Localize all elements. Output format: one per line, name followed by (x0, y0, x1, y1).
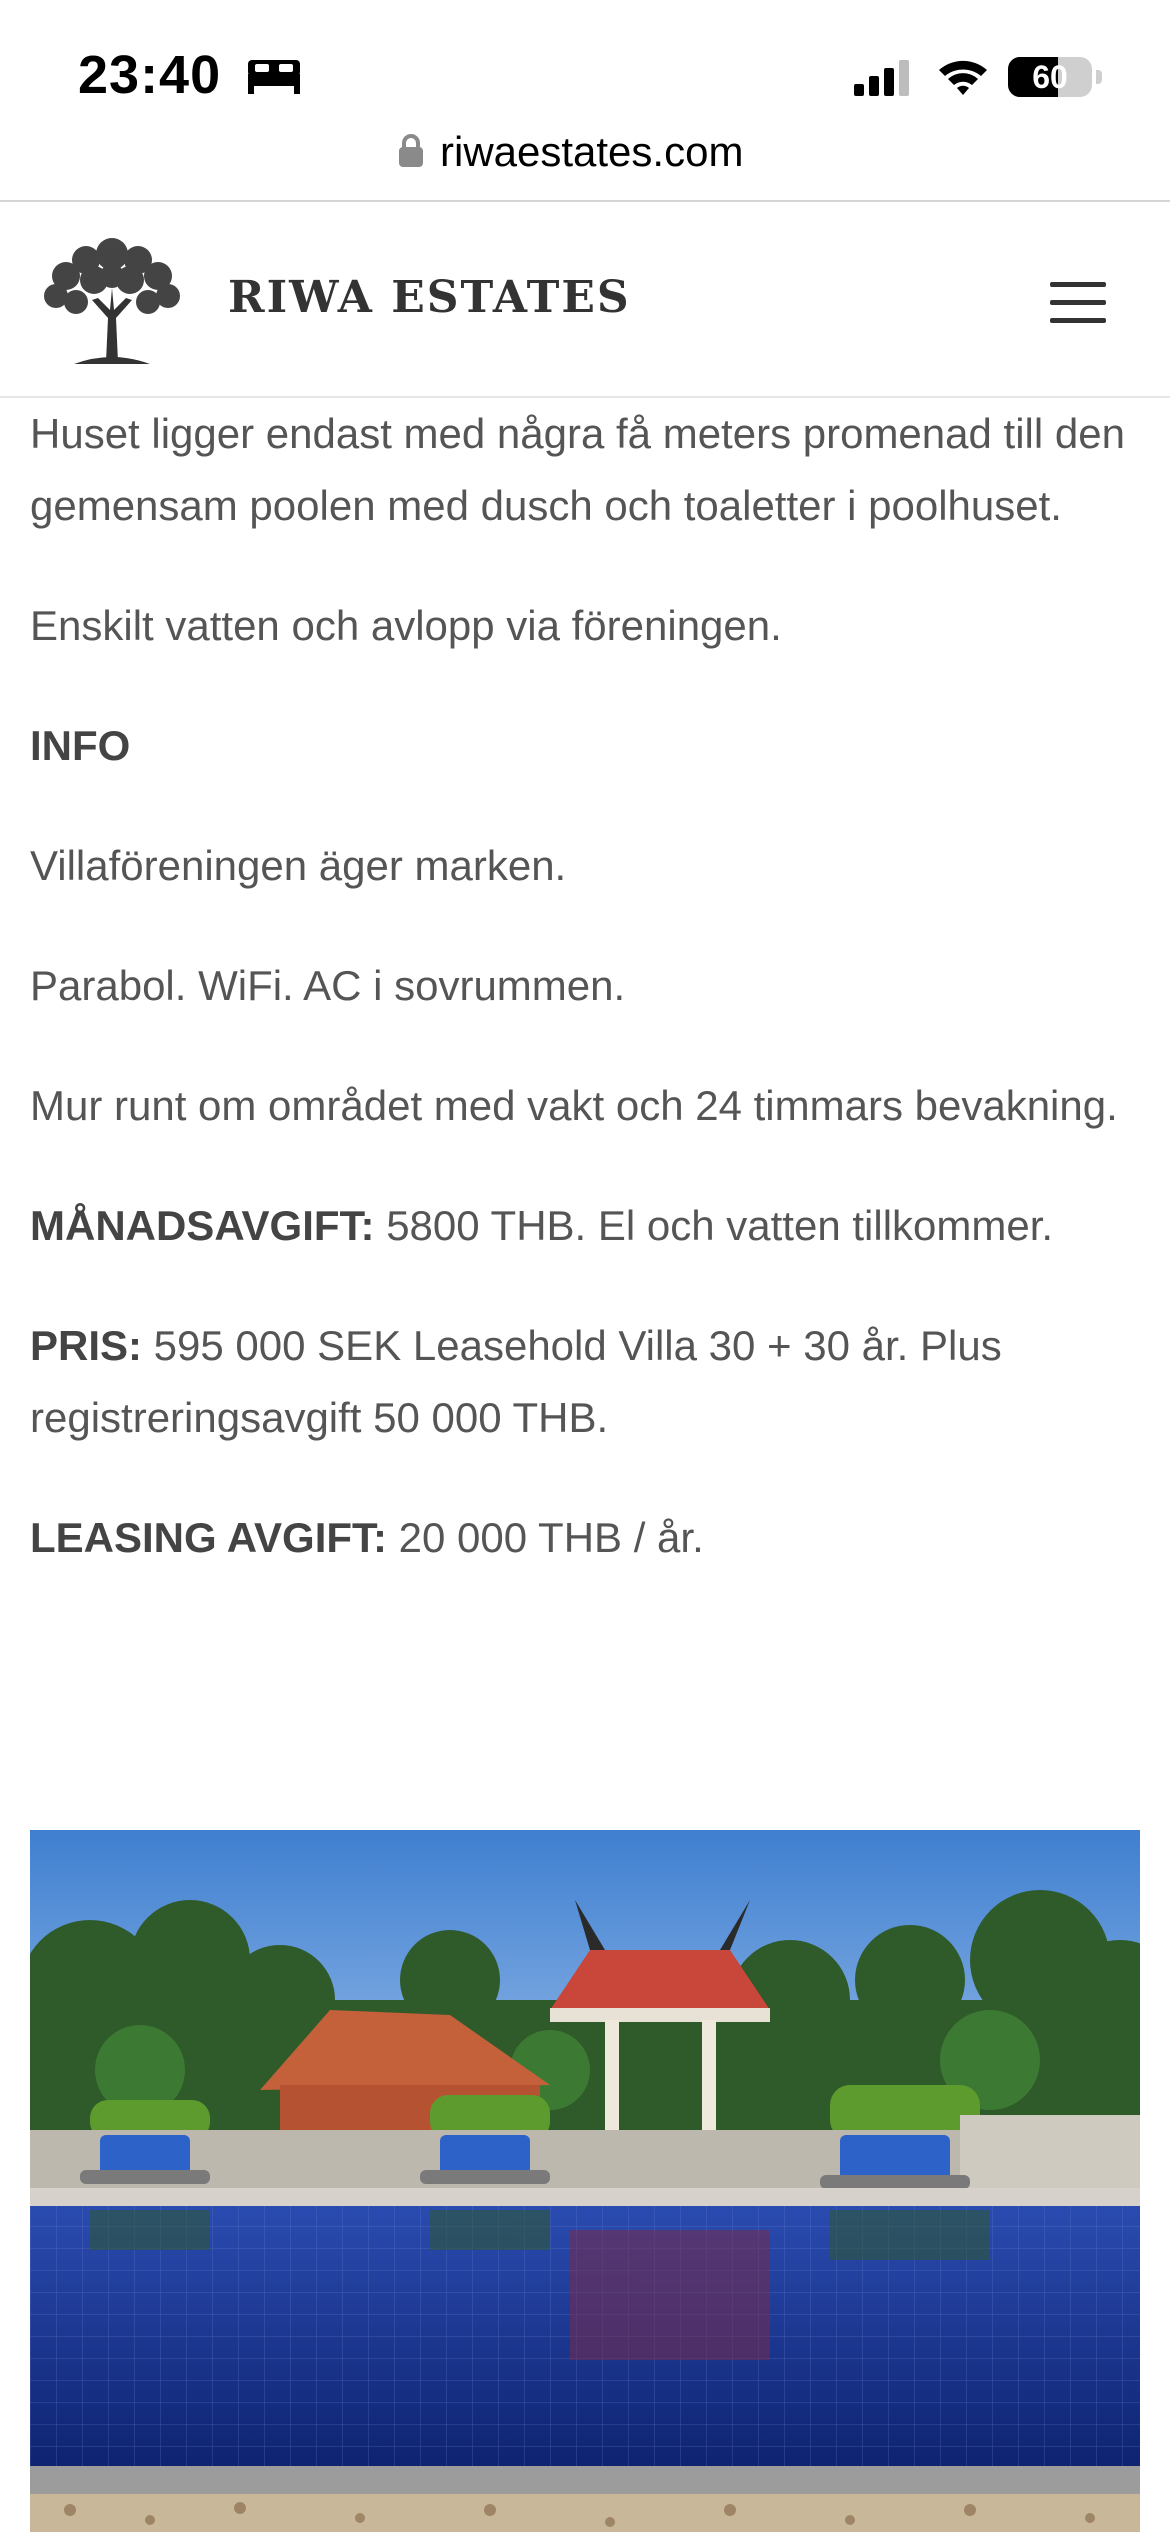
monthly-fee-text: 5800 THB. El och vatten tillkommer. (374, 1202, 1054, 1249)
battery-percent: 60 (1032, 59, 1068, 95)
battery-icon (1008, 57, 1092, 97)
lease-fee-text: 20 000 THB / år. (387, 1514, 704, 1561)
tree-logo-icon[interactable] (34, 232, 190, 366)
price-label: PRIS: (30, 1322, 143, 1369)
url-text[interactable]: riwaestates.com (440, 128, 744, 175)
paragraph-pool: Huset ligger endast med några få meters promenad till den gemensam poolen med dusch och toaletter i poolhuset. (30, 410, 1125, 529)
info-heading: INFO (30, 722, 131, 769)
paragraph-lease-fee (30, 1502, 1140, 1574)
hamburger-menu-icon[interactable] (1050, 280, 1106, 326)
address-bar[interactable] (0, 120, 1170, 202)
paragraph-monthly-fee (30, 1190, 1140, 1262)
paragraph-amenities: Parabol. WiFi. AC i sovrummen. (30, 962, 626, 1009)
monthly-fee-label: MÅNADSAVGIFT: (30, 1202, 375, 1249)
pool-photo (30, 1830, 1140, 2532)
paragraph-price (30, 1310, 1140, 1454)
paragraph-land: Villaföreningen äger marken. (30, 842, 567, 889)
price-text: 595 000 SEK Leasehold Villa 30 + 30 år. Plus registreringsavgift 50 000 THB. (30, 1322, 1002, 1441)
paragraph-water: Enskilt vatten och avlopp via föreningen. (30, 602, 782, 649)
wifi-icon (935, 54, 991, 98)
lease-fee-label: LEASING AVGIFT: (30, 1514, 387, 1561)
battery-cap (1096, 70, 1102, 84)
site-header (0, 202, 1170, 398)
cellular-signal-icon (852, 58, 916, 98)
status-time: 23:40 (78, 45, 222, 105)
listing-content (30, 398, 1140, 1622)
lock-icon (398, 134, 424, 168)
brand-name[interactable]: RIWA ESTATES (228, 272, 631, 323)
bed-icon (246, 56, 302, 96)
paragraph-wall: Mur runt om området med vakt och 24 timmars bevakning. (30, 1082, 1118, 1129)
status-bar (0, 0, 1170, 140)
